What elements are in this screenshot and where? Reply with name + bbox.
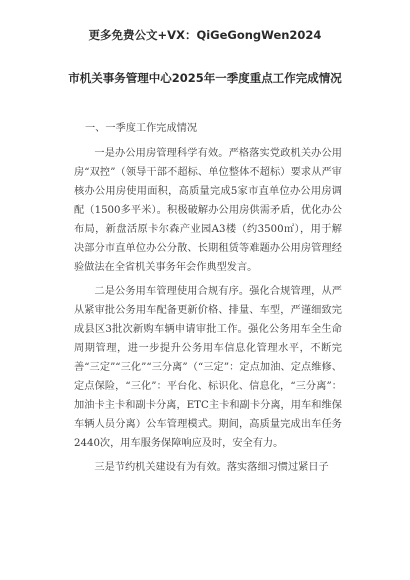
watermark-header: 更多免费公文+VX：QiGeGongWen2024 (88, 28, 322, 42)
paragraph-economy: 三是节约机关建设有为有效。落实落细习惯过紧日子 (94, 462, 329, 473)
section-heading: 一、一季度工作完成情况 (85, 123, 198, 134)
document-body (74, 119, 342, 482)
paragraph-office-space: 一是办公用房管理科学有效。严格落实党政机关办公用房“双控”（领导干部不超标、单位整体不超标）要求从严审核办公用房使用面积，高质量完成5家市直单位办公用房调配（1500多平米）。积极破解办公用房供需矛盾，优化办公布局，新盘活原卡尔森产业园A3楼（约3500㎡），用于解决部分市直单位办公分散、长期租赁等难题办公用房管理经验做法在全省机关事务年会作典型发言。 (74, 148, 342, 273)
paragraph-official-vehicles: 二是公务用车管理使用合规有序。强化合规管理，从严从紧审批公务用车配备更新价格、排量、车型，严谨细致完成县区3批次新购车辆申请审批工作。强化公务用车全生命周期管理，进一步提升公务用车信息化管理水平，不断完善“三定”“三化”“三分离”（“三定”：定点加油、定点维修、定点保险，“三化”：平台化、标识化、信息化，“三分离”：加油卡主卡和副卡分离，ETC主卡和副卡分离，用车和维保车辆人员分离）公车管理模式。期间，高质量完成出车任务2440次，用车服务保障响应及时，安全有力。 (74, 286, 342, 449)
document-title: 市机关事务管理中心2025年一季度重点工作完成情况 (68, 71, 342, 85)
